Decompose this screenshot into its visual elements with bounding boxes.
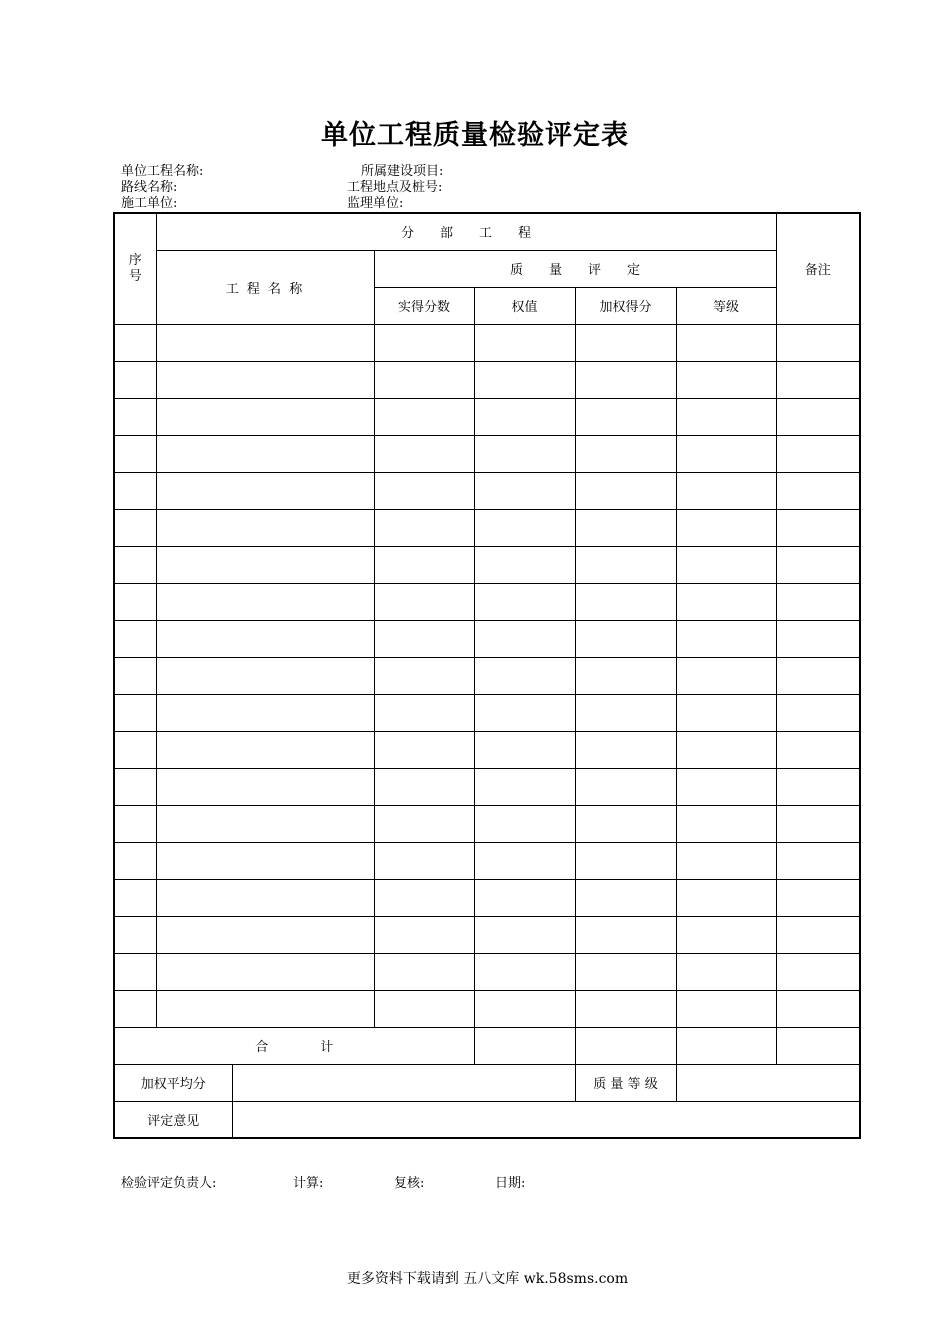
project-name-cell[interactable] <box>156 657 374 694</box>
remark-header: 备注 <box>776 213 860 324</box>
grade-cell[interactable] <box>676 768 776 805</box>
total-remark-cell[interactable] <box>776 1027 860 1064</box>
table-row <box>114 694 860 731</box>
grade-cell[interactable] <box>676 953 776 990</box>
location-stake-label: 工程地点及桩号: <box>347 180 443 195</box>
project-name-cell[interactable] <box>156 398 374 435</box>
actual-score-cell[interactable] <box>374 879 474 916</box>
actual-score-header: 实得分数 <box>374 287 474 324</box>
grade-cell[interactable] <box>676 361 776 398</box>
actual-score-cell[interactable] <box>374 435 474 472</box>
grade-cell[interactable] <box>676 657 776 694</box>
grade-cell[interactable] <box>676 731 776 768</box>
project-name-cell[interactable] <box>156 879 374 916</box>
remark-cell[interactable] <box>776 953 860 990</box>
weighted-score-cell[interactable] <box>575 546 676 583</box>
review-label: 复核: <box>394 1176 425 1191</box>
evaluation-table <box>113 212 861 1139</box>
remark-cell[interactable] <box>776 731 860 768</box>
weighted-score-cell[interactable] <box>575 768 676 805</box>
seq-cell[interactable] <box>114 546 156 583</box>
remark-cell[interactable] <box>776 805 860 842</box>
actual-score-cell[interactable] <box>374 361 474 398</box>
seq-cell[interactable] <box>114 509 156 546</box>
table-row <box>114 361 860 398</box>
supervisor-label: 监理单位: <box>347 196 404 211</box>
calculation-label: 计算: <box>293 1176 324 1191</box>
project-name-cell[interactable] <box>156 324 374 361</box>
table-row <box>114 731 860 768</box>
weight-cell[interactable] <box>474 879 575 916</box>
table-row <box>114 509 860 546</box>
grade-cell[interactable] <box>676 509 776 546</box>
remark-cell[interactable] <box>776 694 860 731</box>
grade-cell[interactable] <box>676 398 776 435</box>
weighted-score-cell[interactable] <box>575 324 676 361</box>
seq-cell[interactable] <box>114 435 156 472</box>
total-weight-cell[interactable] <box>474 1027 575 1064</box>
grade-cell[interactable] <box>676 990 776 1027</box>
weight-cell[interactable] <box>474 546 575 583</box>
remark-cell[interactable] <box>776 509 860 546</box>
weight-cell[interactable] <box>474 324 575 361</box>
weight-cell[interactable] <box>474 583 575 620</box>
seq-cell[interactable] <box>114 694 156 731</box>
grade-cell[interactable] <box>676 324 776 361</box>
project-name-cell[interactable] <box>156 361 374 398</box>
weight-cell[interactable] <box>474 768 575 805</box>
table-row <box>114 657 860 694</box>
seq-cell[interactable] <box>114 916 156 953</box>
project-name-cell[interactable] <box>156 435 374 472</box>
weighted-score-cell[interactable] <box>575 620 676 657</box>
table-row <box>114 583 860 620</box>
table-row <box>114 768 860 805</box>
weight-cell[interactable] <box>474 435 575 472</box>
project-name-cell[interactable] <box>156 768 374 805</box>
actual-score-cell[interactable] <box>374 324 474 361</box>
project-name-cell[interactable] <box>156 842 374 879</box>
remark-cell[interactable] <box>776 620 860 657</box>
actual-score-cell[interactable] <box>374 805 474 842</box>
remark-cell[interactable] <box>776 990 860 1027</box>
page-title: 单位工程质量检验评定表 <box>321 120 629 151</box>
weighted-score-cell[interactable] <box>575 398 676 435</box>
weight-cell[interactable] <box>474 805 575 842</box>
inspector-label: 检验评定负责人: <box>121 1176 217 1191</box>
weighted-avg-label: 加权平均分 <box>114 1064 232 1101</box>
weight-cell[interactable] <box>474 990 575 1027</box>
seq-cell[interactable] <box>114 768 156 805</box>
weighted-score-cell[interactable] <box>575 990 676 1027</box>
actual-score-cell[interactable] <box>374 916 474 953</box>
remark-cell[interactable] <box>776 546 860 583</box>
grade-cell[interactable] <box>676 472 776 509</box>
seq-cell[interactable] <box>114 361 156 398</box>
actual-score-cell[interactable] <box>374 546 474 583</box>
weighted-score-cell[interactable] <box>575 842 676 879</box>
table-row <box>114 879 860 916</box>
seq-cell[interactable] <box>114 731 156 768</box>
weighted-score-cell[interactable] <box>575 472 676 509</box>
seq-cell[interactable] <box>114 953 156 990</box>
weighted-score-cell[interactable] <box>575 361 676 398</box>
total-label: 合 计 <box>114 1027 474 1064</box>
remark-cell[interactable] <box>776 435 860 472</box>
table-row <box>114 842 860 879</box>
table-row <box>114 435 860 472</box>
weighted-score-cell[interactable] <box>575 509 676 546</box>
weighted-score-cell[interactable] <box>575 805 676 842</box>
seq-header: 序号 <box>114 213 156 324</box>
remark-cell[interactable] <box>776 361 860 398</box>
grade-cell[interactable] <box>676 916 776 953</box>
weight-cell[interactable] <box>474 620 575 657</box>
project-name-cell[interactable] <box>156 990 374 1027</box>
project-name-cell[interactable] <box>156 916 374 953</box>
seq-cell[interactable] <box>114 842 156 879</box>
remark-cell[interactable] <box>776 879 860 916</box>
table-row <box>114 990 860 1027</box>
actual-score-cell[interactable] <box>374 583 474 620</box>
actual-score-cell[interactable] <box>374 694 474 731</box>
table-row <box>114 324 860 361</box>
remark-cell[interactable] <box>776 324 860 361</box>
project-name-cell[interactable] <box>156 546 374 583</box>
seq-cell[interactable] <box>114 324 156 361</box>
grade-cell[interactable] <box>676 879 776 916</box>
project-name-cell[interactable] <box>156 953 374 990</box>
actual-score-cell[interactable] <box>374 472 474 509</box>
actual-score-cell[interactable] <box>374 990 474 1027</box>
remark-cell[interactable] <box>776 398 860 435</box>
project-name-cell[interactable] <box>156 509 374 546</box>
table-row <box>114 953 860 990</box>
project-name-cell[interactable] <box>156 620 374 657</box>
table-row <box>114 620 860 657</box>
table-row <box>114 916 860 953</box>
weight-cell[interactable] <box>474 657 575 694</box>
actual-score-cell[interactable] <box>374 731 474 768</box>
grade-cell[interactable] <box>676 546 776 583</box>
actual-score-cell[interactable] <box>374 398 474 435</box>
construction-item-label: 所属建设项目: <box>361 164 444 179</box>
quality-grade-value[interactable] <box>676 1064 860 1101</box>
weighted-score-cell[interactable] <box>575 953 676 990</box>
table-row <box>114 546 860 583</box>
opinion-label: 评定意见 <box>114 1101 232 1138</box>
grade-cell[interactable] <box>676 694 776 731</box>
weighted-score-cell[interactable] <box>575 879 676 916</box>
contractor-label: 施工单位: <box>121 196 178 211</box>
unit-project-name-label: 单位工程名称: <box>121 164 204 179</box>
total-grade-cell[interactable] <box>676 1027 776 1064</box>
project-name-cell[interactable] <box>156 694 374 731</box>
remark-cell[interactable] <box>776 472 860 509</box>
remark-cell[interactable] <box>776 583 860 620</box>
remark-cell[interactable] <box>776 768 860 805</box>
seq-cell[interactable] <box>114 657 156 694</box>
seq-cell[interactable] <box>114 583 156 620</box>
seq-cell[interactable] <box>114 805 156 842</box>
weighted-score-cell[interactable] <box>575 435 676 472</box>
grade-cell[interactable] <box>676 435 776 472</box>
weighted-score-cell[interactable] <box>575 731 676 768</box>
project-name-cell[interactable] <box>156 805 374 842</box>
weight-header: 权值 <box>474 287 575 324</box>
weighted-score-header: 加权得分 <box>575 287 676 324</box>
weighted-score-cell[interactable] <box>575 657 676 694</box>
weight-cell[interactable] <box>474 472 575 509</box>
download-note: 更多资料下载请到 五八文库 wk.58sms.com <box>346 1271 629 1287</box>
seq-cell[interactable] <box>114 879 156 916</box>
project-name-cell[interactable] <box>156 731 374 768</box>
remark-cell[interactable] <box>776 842 860 879</box>
actual-score-cell[interactable] <box>374 768 474 805</box>
grade-cell[interactable] <box>676 620 776 657</box>
grade-header: 等级 <box>676 287 776 324</box>
project-name-header: 工 程 名 称 <box>156 250 374 324</box>
actual-score-cell[interactable] <box>374 842 474 879</box>
weighted-avg-value[interactable] <box>232 1064 575 1101</box>
table-row <box>114 805 860 842</box>
table-row <box>114 472 860 509</box>
actual-score-cell[interactable] <box>374 620 474 657</box>
weighted-score-cell[interactable] <box>575 583 676 620</box>
weighted-score-cell[interactable] <box>575 694 676 731</box>
date-label: 日期: <box>495 1176 526 1191</box>
quality-grade-label: 质 量 等 级 <box>575 1064 676 1101</box>
actual-score-cell[interactable] <box>374 657 474 694</box>
seq-cell[interactable] <box>114 990 156 1027</box>
weight-cell[interactable] <box>474 694 575 731</box>
seq-cell[interactable] <box>114 472 156 509</box>
grade-cell[interactable] <box>676 583 776 620</box>
weight-cell[interactable] <box>474 842 575 879</box>
weight-cell[interactable] <box>474 953 575 990</box>
weight-cell[interactable] <box>474 916 575 953</box>
seq-cell[interactable] <box>114 398 156 435</box>
project-name-cell[interactable] <box>156 583 374 620</box>
sub-project-header: 分 部 工 程 <box>156 213 776 250</box>
actual-score-cell[interactable] <box>374 953 474 990</box>
opinion-value[interactable] <box>232 1101 860 1138</box>
remark-cell[interactable] <box>776 916 860 953</box>
grade-cell[interactable] <box>676 805 776 842</box>
project-name-cell[interactable] <box>156 472 374 509</box>
remark-cell[interactable] <box>776 657 860 694</box>
weight-cell[interactable] <box>474 398 575 435</box>
route-name-label: 路线名称: <box>121 180 178 195</box>
actual-score-cell[interactable] <box>374 509 474 546</box>
total-weighted-score-cell[interactable] <box>575 1027 676 1064</box>
table-row <box>114 398 860 435</box>
weighted-score-cell[interactable] <box>575 916 676 953</box>
quality-eval-header: 质 量 评 定 <box>374 250 776 287</box>
grade-cell[interactable] <box>676 842 776 879</box>
weight-cell[interactable] <box>474 509 575 546</box>
seq-cell[interactable] <box>114 620 156 657</box>
weight-cell[interactable] <box>474 361 575 398</box>
weight-cell[interactable] <box>474 731 575 768</box>
